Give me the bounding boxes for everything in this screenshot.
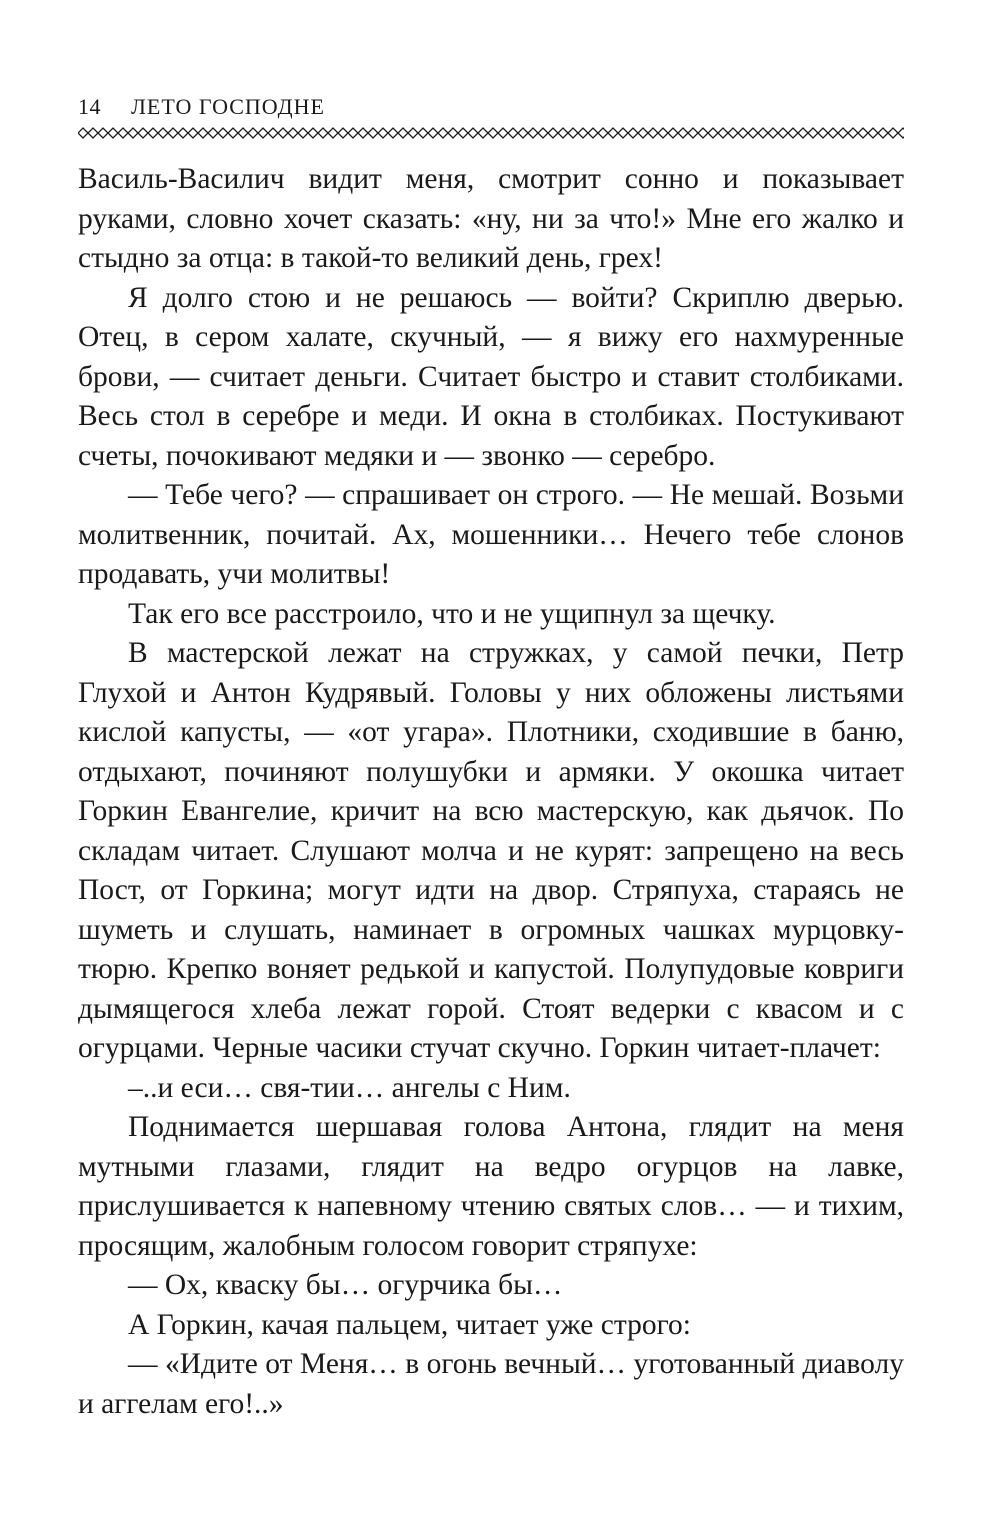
page-number: 14: [78, 94, 101, 119]
running-head: [78, 90, 904, 124]
paragraph: Я долго стою и не решаюсь — войти? Скриплю дверью. Отец, в сером халате, скучный, — я вижу его нахмуренные брови, — считает деньги. Считает быстро и ставит столбиками. Весь стол в серебре и меди. И окна в столбиках. Постукивают счеты, почокивают медяки и — звонко — серебро.: [78, 281, 904, 472]
paragraph: Василь-Василич видит меня, смотрит сонно и показывает руками, словно хочет сказать: «ну, ни за что!» Мне его жалко и стыдно за отца: в такой-то великий день, грех!: [78, 163, 904, 274]
paragraph: А Горкин, качая пальцем, читает уже строго:: [128, 1308, 691, 1341]
book-page: [78, 0, 904, 1525]
paragraph: В мастерской лежат на стружках, у самой печки, Петр Глухой и Антон Кудрявый. Головы у них обложены листьями кислой капусты, — «от угара». Плотники, сходившие в баню, отдыхают, починяют полушубки и армяки. У окошка читает Горкин Евангелие, кричит на всю мастерскую, как дьячок. По складам читает. Слушают молча и не курят: запрещено на весь Пост, от Горкина; могут идти на двор. Стряпуха, стараясь не шуметь и слушать, наминает в огромных чашках мурцовку-тюрю. Крепко воняет редькой и капустой. Полупудовые ковриги дымящегося хлеба лежат горой. Стоят ведерки с квасом и с огурцами. Черные часики стучат скучно. Горкин читает-плачет:: [78, 637, 904, 1064]
paragraph: Так его все расстроило, что и не ущипнул за щечку.: [128, 597, 776, 630]
paragraph: — «Идите от Меня… в огонь вечный… уготованный диаволу и аггелам его!..»: [78, 1348, 904, 1420]
body-text: [78, 160, 904, 1424]
book-title: ЛЕТО ГОСПОДНЕ: [131, 94, 325, 119]
paragraph: — Ох, кваску бы… огурчика бы…: [128, 1269, 563, 1301]
paragraph: Поднимается шершавая голова Антона, глядит на меня мутными глазами, глядит на ведро огурцов на лавке, прислушивается к напевному чтению святых слов… — и тихим, просящим, жалобным голосом говорит стряпухе:: [78, 1111, 904, 1262]
paragraph: — Тебе чего? — спрашивает он строго. — Не мешай. Возьми молитвенник, почитай. Ах, мошенники… Нечего тебе слонов продавать, учи молитвы!: [78, 479, 904, 590]
paragraph: –..и еси… свя-тии… ангелы с Ним.: [128, 1071, 571, 1104]
ornamental-rule: [78, 126, 904, 140]
